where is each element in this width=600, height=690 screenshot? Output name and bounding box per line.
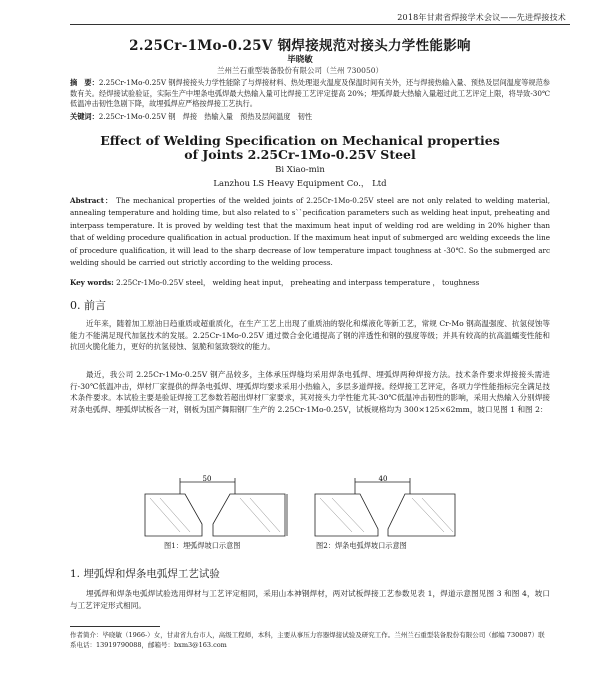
abstract-chinese (70, 78, 550, 110)
author-english: Bi Xiao-min (275, 165, 325, 175)
affiliation-chinese: 兰州兰石重型装备股份有限公司（兰州 730050） (216, 66, 383, 75)
fig2-plate-right (388, 494, 455, 536)
keywords-english-label: Key words: (70, 278, 114, 287)
abstract-chinese-text: 2.25Cr-1Mo-0.25V 钢焊接接头力学性能除了与焊接材料、热处理退火温度及保温时间有关外，还与焊接热输入量、预热及层间温度等规范参数有关。经焊接试验验证，实际生产中埋条电弧焊最大热输入量可比焊接工艺评定提高 20%；埋弧焊最大热输入量超过此工艺评定上限，将导致-30℃低温冲击韧性急剧下降，故埋弧焊应严格按焊接工艺执行。 (70, 78, 550, 108)
section-0-number: 0. (70, 299, 81, 312)
figure-1-caption: 图1：埋弧焊坡口示意图 (164, 541, 241, 550)
figure-1-groove-diagram (140, 474, 290, 544)
paragraph-1: 近年来，随着加工原油日趋重质或超重质化，在生产工艺上出现了重质油的裂化和煤液化等新工艺，常规 Cr-Mo 钢高温强度、抗氢侵蚀等能力不能满足现代加氢技术的发展。2.25Cr-1Mo-0.25V 通过微合金化通提高了钢的淬透性和钢的强度等级；并具有较高的抗高温蠕变性能和抗回火脆化能力，更好的抗氢侵蚀、氢脆和氢致裂纹的能力。 (70, 319, 550, 352)
fig2-plate-left (315, 494, 378, 536)
title-english (0, 134, 600, 162)
title-chinese: 2.25Cr-1Mo-0.25V 钢焊接规范对接头力学性能影响 (129, 38, 471, 54)
fig1-plate-right (213, 494, 285, 536)
section-1-title: 埋弧焊和焊条电弧焊工艺试验 (83, 568, 220, 580)
keywords-english (70, 278, 550, 288)
keywords-chinese-text: 2.25Cr-1Mo-0.25V 钢 焊接 热输入量 预热及层间温度 韧性 (98, 112, 313, 121)
footnote-rule (70, 626, 160, 627)
title-english-line2: of Joints 2.25Cr-1Mo-0.25V Steel (184, 147, 416, 162)
abstract-chinese-label: 摘 要： (70, 78, 99, 87)
abstract-english-label: Abstract： (70, 196, 114, 205)
header-rule (70, 24, 570, 25)
paragraph-2: 最近，我公司 2.25Cr-1Mo-0.25V 钢产品较多，主体承压焊缝均采用焊条电弧焊、埋弧焊两种焊接方法。技术条件要求焊接接头需进行-30℃低温冲击，焊材厂家提供的焊条电弧焊、埋弧焊均要求采用小热输入，多层多道焊接。经焊接工艺评定，各项力学性能指标完全满足技术条件要求。本试验主要是验证焊接工艺参数若超出焊材厂家要求，其对接头力学性能尤其-30℃低温冲击韧性的影响，采用大热输入分别焊接对条电弧焊、埋弧焊试板各一对，钢板为国产舞阳钢厂生产的 2.25Cr-1Mo-0.25V，试板规格均为 300×125×62mm，坡口见图 1 和图 2： (70, 370, 550, 414)
section-0-heading (70, 297, 106, 313)
figure-2-groove-diagram (310, 474, 460, 544)
affiliation-english: Lanzhou LS Heavy Equipment Co.， Ltd (213, 179, 387, 189)
section-0-title: 前言 (84, 299, 106, 312)
abstract-english (70, 195, 550, 269)
fig1-dim-label: 50 (202, 475, 212, 483)
keywords-chinese (70, 112, 550, 122)
author-chinese: 毕晓敏 (287, 55, 313, 65)
figure-2-caption: 图2：焊条电弧焊坡口示意图 (316, 541, 407, 550)
section-1-heading (70, 566, 220, 581)
keywords-chinese-label: 关键词： (70, 112, 99, 121)
keywords-english-text: 2.25Cr-1Mo-0.25V steel， welding heat input， preheating and interpass temperature ， toughness (116, 278, 480, 287)
title-english-line1: Effect of Welding Specification on Mechanical properties (100, 133, 500, 148)
section-1-number: 1. (70, 568, 81, 580)
fig1-plate-left (145, 494, 202, 536)
fig2-dim-label: 40 (378, 475, 388, 483)
paragraph-3: 埋弧焊和焊条电弧焊试验选用焊材与工艺评定相同，采用山本神钢焊材，两对试板焊接工艺参数见表 1，焊道示意图见图 3 和图 4，坡口与工艺评定形式相同。 (70, 589, 550, 610)
running-header: 2018年甘肃省焊接学术会议——先进焊接技术 (397, 13, 566, 22)
abstract-english-text: The mechanical properties of the welded joints of 2.25Cr-1Mo-0.25V steel are not only related to welding material, annealing temperature and holding time, but also related to s``pecification parameters such as welding heat input, preheating and interpass temperature. It is proved by welding test that the maximum heat input of welding rod are welding in 20% higher than that of welding procedure qualification in actual production. If the maximum heat input of submerged arc welding exceeds the line of procedure qualification, it will lead to the sharp decrease of low temperature impact toughness at -30℃. So the submerged arc welding should be carried out strictly according to the welding process. (70, 196, 550, 268)
author-footnote: 作者简介：毕晓敏（1966-）女，甘肃省九台市人，高级工程师，本科，主要从事压力容器焊接试验及研究工作。兰州兰石重型装备股份有限公司（邮编 730087）联系电话：13919790088，邮箱号：bxm3@163.com (70, 631, 545, 649)
